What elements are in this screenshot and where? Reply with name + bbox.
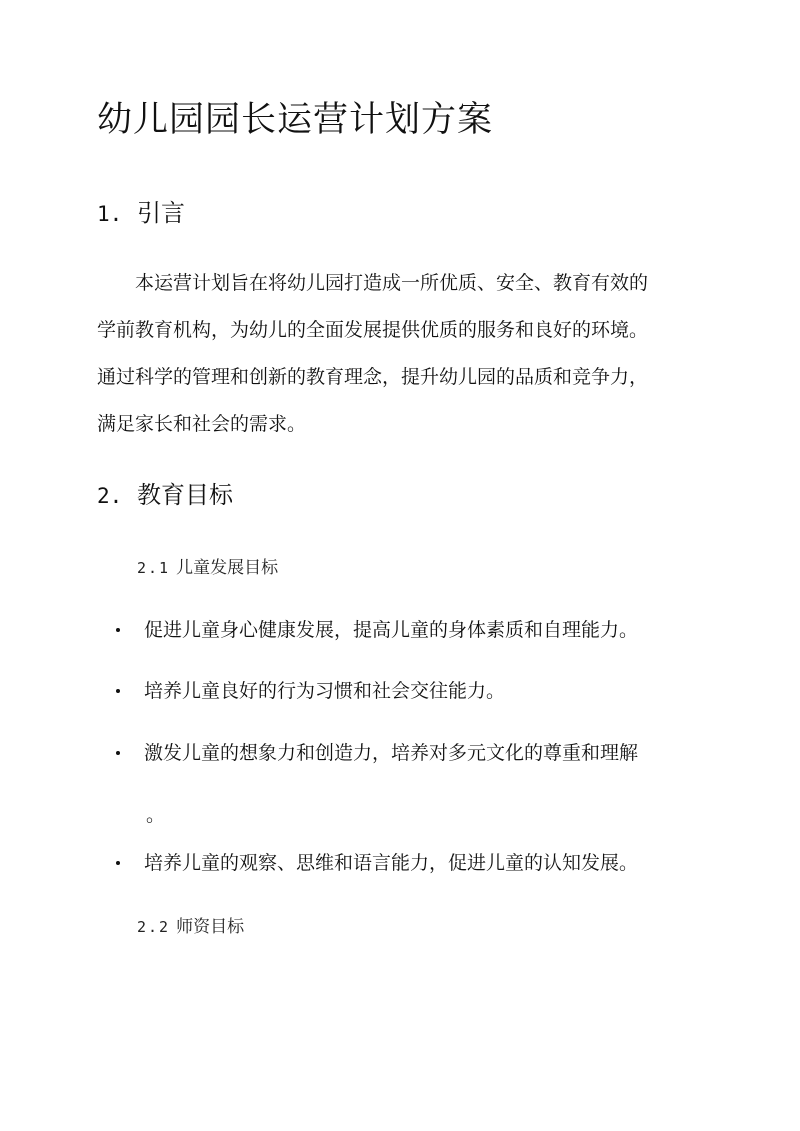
bullet-icon [116, 861, 120, 865]
list-item [116, 615, 716, 645]
list-item [116, 848, 716, 878]
section-heading-education-goals [97, 480, 233, 511]
document-title: 幼儿园园长运营计划方案 [97, 100, 494, 140]
list-item-text: 培养儿童良好的行为习惯和社会交往能力。 [144, 680, 506, 702]
section-title: 引言 [137, 199, 185, 227]
section-heading-introduction [97, 198, 185, 229]
introduction-paragraph [97, 260, 717, 448]
list-item-text: 激发儿童的想象力和创造力，培养对多元文化的尊重和理解 [144, 742, 639, 764]
subsection-title: 师资目标 [176, 917, 245, 937]
section-number: 2. [97, 484, 123, 508]
section-number: 1. [97, 202, 123, 226]
bullet-icon [116, 689, 120, 693]
list-item [116, 738, 716, 830]
subsection-heading-teacher-goals [137, 915, 244, 939]
subsection-title: 儿童发展目标 [176, 558, 279, 578]
paragraph-line: 本运营计划旨在将幼儿园打造成一所优质、安全、教育有效的 [135, 272, 649, 294]
list-item-continuation: 。 [146, 804, 166, 826]
subsection-heading-child-development [137, 556, 278, 580]
bullet-icon [116, 628, 120, 632]
subsection-number: 2.2 [137, 918, 171, 936]
paragraph-line: 学前教育机构，为幼儿的全面发展提供优质的服务和良好的环境。 [97, 319, 649, 341]
paragraph-line: 通过科学的管理和创新的教育理念，提升幼儿园的品质和竞争力， [97, 366, 649, 388]
list-item-text: 培养儿童的观察、思维和语言能力，促进儿童的认知发展。 [144, 852, 639, 874]
bullet-icon [116, 751, 120, 755]
list-item [116, 676, 716, 706]
paragraph-line: 满足家长和社会的需求。 [97, 413, 307, 435]
section-title: 教育目标 [137, 481, 233, 509]
subsection-number: 2.1 [137, 559, 171, 577]
list-item-text: 促进儿童身心健康发展，提高儿童的身体素质和自理能力。 [144, 619, 639, 641]
